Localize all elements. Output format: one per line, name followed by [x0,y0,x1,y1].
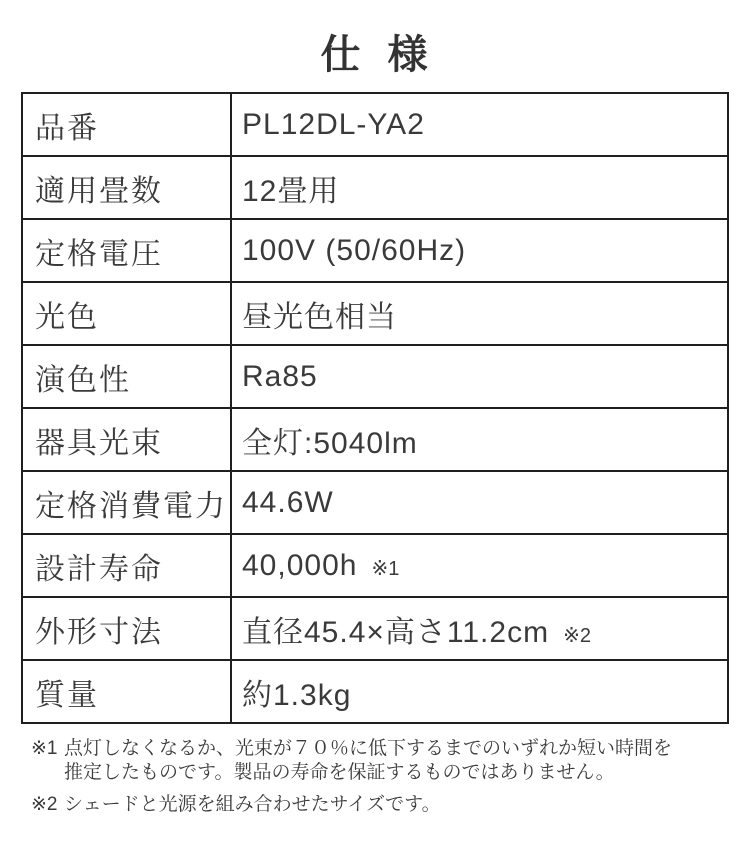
spec-label: 外形寸法 [22,597,231,660]
spec-label: 定格消費電力 [22,471,231,534]
spec-label: 光色 [22,282,231,345]
spec-label: 品番 [22,93,231,156]
footnote-1-marker: ※1 [31,738,58,759]
spec-label: 設計寿命 [22,534,231,597]
footnote-2 [31,793,731,817]
table-row [22,93,728,156]
footnote-2-text: シェードと光源を組み合わせたサイズです。 [64,794,441,815]
spec-table [21,92,729,724]
footnotes-section [31,737,731,817]
spec-label: 質量 [22,660,231,723]
spec-value: PL12DL-YA2 [231,93,728,156]
footnote-1-text: 点灯しなくなるか、光束が７０％に低下するまでのいずれか短い時間を 推定したものです。製品の寿命を保証するものではありません。 [64,738,673,783]
spec-label: 適用畳数 [22,156,231,219]
footnote-2-marker: ※2 [31,794,58,815]
spec-value: 44.6W [231,471,728,534]
page-title: 仕 様 [320,33,430,77]
spec-value: 約1.3kg [231,660,728,723]
spec-label: 演色性 [22,345,231,408]
table-row [22,345,728,408]
spec-value: 直径45.4×高さ11.2cm ※2 [231,597,728,660]
spec-value: 全灯:5040lm [231,408,728,471]
spec-sheet-page [0,31,750,857]
table-row [22,471,728,534]
footnote-ref-2: ※2 [563,624,591,647]
spec-value: 12畳用 [231,156,728,219]
spec-label: 定格電圧 [22,219,231,282]
spec-value: Ra85 [231,345,728,408]
spec-value: 昼光色相当 [231,282,728,345]
table-row [22,660,728,723]
table-row [22,282,728,345]
spec-label: 器具光束 [22,408,231,471]
spec-value: 100V (50/60Hz) [231,219,728,282]
table-row [22,534,728,597]
table-row [22,219,728,282]
table-row [22,408,728,471]
spec-value: 40,000h ※1 [231,534,728,597]
footnote-1 [31,737,731,785]
table-row [22,597,728,660]
footnote-ref-1: ※1 [371,557,400,580]
table-row [22,156,728,219]
